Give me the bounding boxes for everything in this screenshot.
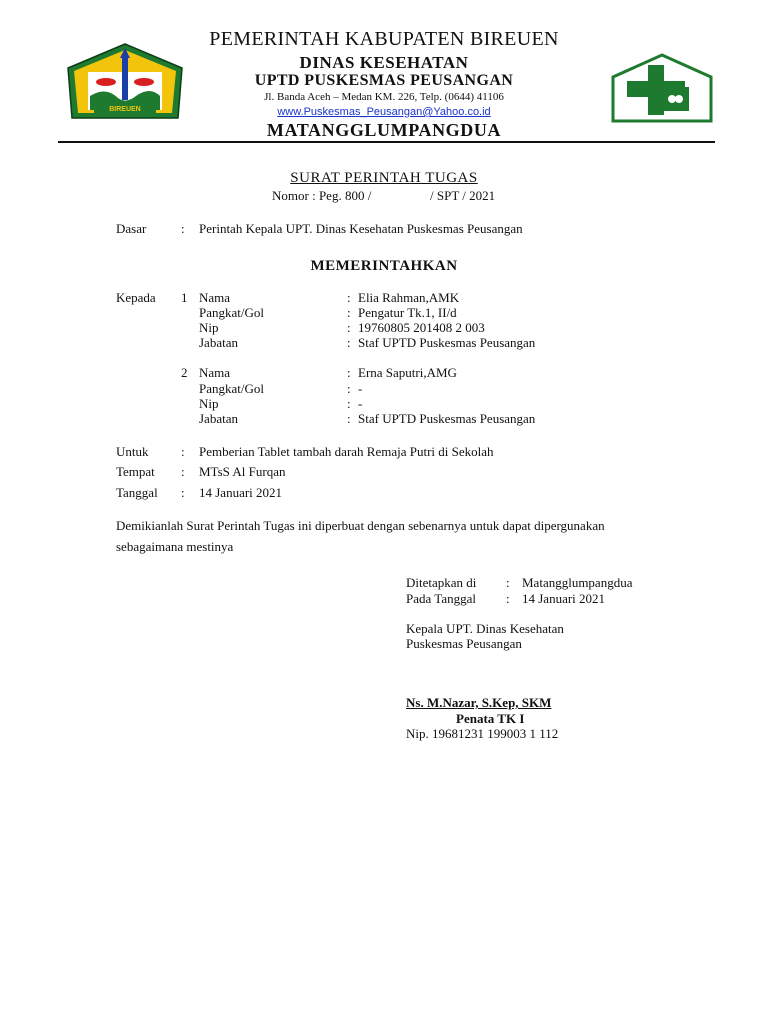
field-label: Pangkat/Gol <box>199 305 264 320</box>
closing-line-2: sebagaimana mestinya <box>116 539 234 554</box>
field-value: - <box>358 396 363 411</box>
untuk-label: Untuk <box>116 444 149 459</box>
field-label: Jabatan <box>199 411 238 426</box>
field-value: - <box>358 381 363 396</box>
tanggal-colon: : <box>181 485 185 500</box>
field-colon: : <box>347 320 351 335</box>
signatory-rank: Penata TK I <box>456 711 525 726</box>
tanggal-value: 14 Januari 2021 <box>199 485 283 500</box>
letterhead-place: MATANGGLUMPANGDUA <box>266 120 502 140</box>
kepada-label: Kepada <box>116 290 156 305</box>
field-label: Nama <box>199 290 231 305</box>
ditetapkan-label: Ditetapkan di <box>406 575 477 590</box>
pada-tanggal-label: Pada Tanggal <box>406 591 476 606</box>
untuk-colon: : <box>181 444 185 459</box>
dasar-colon: : <box>181 221 185 236</box>
field-value: 19760805 201408 2 003 <box>358 320 485 335</box>
letterhead-agency: DINAS KESEHATAN <box>299 53 469 72</box>
letterhead-email-link[interactable]: www.Puskesmas_Peusangan@Yahoo.co.id <box>277 106 491 118</box>
signatory-name: Ns. M.Nazar, S.Kep, SKM <box>406 695 552 710</box>
puskesmas-logo <box>611 53 713 123</box>
signatory-nip: Nip. 19681231 199003 1 112 <box>406 726 559 741</box>
field-value: Pengatur Tk.1, II/d <box>358 305 457 320</box>
signatory-office-line-1: Kepala UPT. Dinas Kesehatan <box>406 621 564 636</box>
field-value: Staf UPTD Puskesmas Peusangan <box>358 411 536 426</box>
field-label: Nama <box>199 365 231 380</box>
field-value: Erna Saputri,AMG <box>358 365 457 380</box>
document-title: SURAT PERINTAH TUGAS <box>290 170 478 186</box>
tempat-value: MTsS Al Furqan <box>199 464 286 479</box>
closing-line-1: Demikianlah Surat Perintah Tugas ini diperbuat dengan sebenarnya untuk dapat dipergunakan <box>116 518 605 533</box>
field-value: Staf UPTD Puskesmas Peusangan <box>358 335 536 350</box>
ditetapkan-value: Matangglumpangdua <box>522 575 633 590</box>
field-label: Nip <box>199 396 219 411</box>
letterhead-unit: UPTD PUSKESMAS PEUSANGAN <box>254 72 514 89</box>
letterhead-address: Jl. Banda Aceh – Medan KM. 226, Telp. (0644) 41106 <box>264 91 504 103</box>
field-label: Pangkat/Gol <box>199 381 264 396</box>
tempat-colon: : <box>181 464 185 479</box>
dasar-label: Dasar <box>116 221 147 236</box>
field-value: Elia Rahman,AMK <box>358 290 460 305</box>
dasar-value: Perintah Kepala UPT. Dinas Kesehatan Puskesmas Peusangan <box>199 221 523 236</box>
letterhead-government: PEMERINTAH KABUPATEN BIREUEN <box>209 28 559 50</box>
command-heading: MEMERINTAHKAN <box>310 258 458 274</box>
person-number: 2 <box>181 365 188 380</box>
signatory-office-line-2: Puskesmas Peusangan <box>406 636 522 651</box>
field-colon: : <box>347 396 351 411</box>
field-colon: : <box>347 305 351 320</box>
pada-tanggal-colon: : <box>506 591 510 606</box>
document-number-suffix: / SPT / 2021 <box>430 188 496 203</box>
field-label: Jabatan <box>199 335 238 350</box>
pada-tanggal-value: 14 Januari 2021 <box>522 591 606 606</box>
tempat-label: Tempat <box>116 464 155 479</box>
field-colon: : <box>347 411 351 426</box>
document-number-prefix: Nomor : Peg. 800 / <box>272 188 372 203</box>
field-colon: : <box>347 290 351 305</box>
untuk-value: Pemberian Tablet tambah darah Remaja Putri di Sekolah <box>199 444 494 459</box>
field-colon: : <box>347 335 351 350</box>
field-colon: : <box>347 381 351 396</box>
emblem-label: BIREUEN <box>109 106 141 113</box>
tanggal-label: Tanggal <box>116 485 158 500</box>
ditetapkan-colon: : <box>506 575 510 590</box>
field-colon: : <box>347 365 351 380</box>
field-label: Nip <box>199 320 219 335</box>
person-number: 1 <box>181 290 188 305</box>
letterhead-divider <box>58 141 715 143</box>
